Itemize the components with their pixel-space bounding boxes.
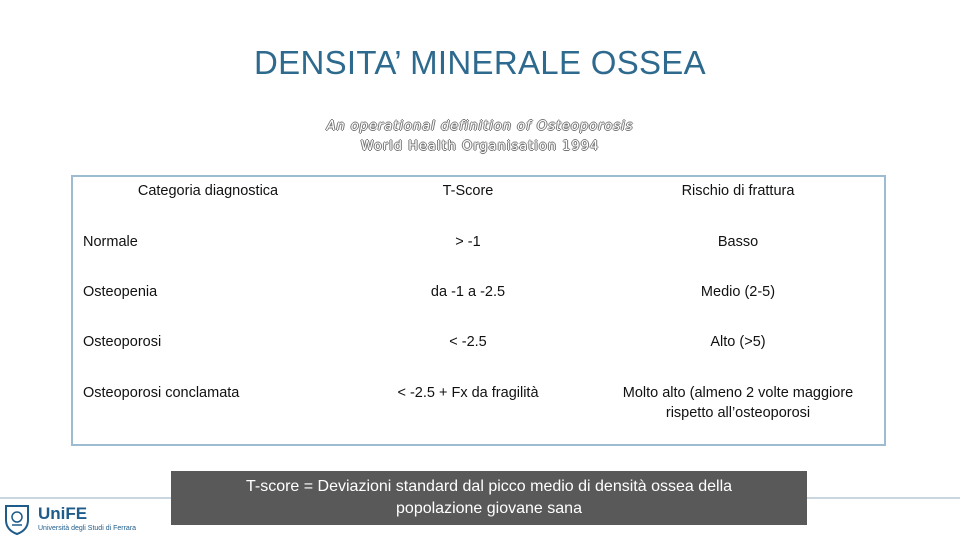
table-header-category: Categoria diagnostica	[137, 183, 279, 199]
table-cell-category: Osteoporosi	[83, 334, 162, 350]
table-cell-risk: Medio (2-5)	[700, 284, 776, 300]
tscore-definition-line2: popolazione giovane sana	[396, 500, 582, 517]
table-cell-category: Osteopenia	[83, 284, 158, 300]
table-cell-risk: Molto alto (almeno 2 volte maggiore rispetto all’osteoporosi	[622, 385, 854, 421]
university-logo-subtitle: Università degli Studi di Ferrara	[38, 525, 137, 532]
table-cell-category: Normale	[83, 234, 138, 250]
tscore-definition-box	[171, 471, 807, 525]
table-header-tscore: T-Score	[442, 183, 494, 199]
table-cell-risk: Alto (>5)	[710, 334, 766, 350]
tscore-definition-line1: T-score = Deviazioni standard dal picco medio di densità ossea della	[245, 478, 733, 495]
table-cell-tscore: > -1	[455, 234, 481, 250]
table-cell-risk: Basso	[717, 234, 759, 250]
university-crest-icon	[4, 503, 30, 535]
table-cell-category: Osteoporosi conclamata	[83, 385, 240, 401]
university-logo-name: UniFE	[38, 504, 88, 523]
slide-title: DENSITA’ MINERALE OSSEA	[254, 44, 706, 81]
classification-table	[71, 175, 886, 446]
table-cell-tscore: < -2.5	[449, 334, 487, 350]
table-cell-tscore: < -2.5 + Fx da fragilità	[397, 385, 539, 401]
slide-subtitle-line1: An operational definition of Osteoporosis	[326, 119, 634, 134]
table-header-risk: Rischio di frattura	[681, 183, 795, 199]
table-cell-tscore: da -1 a -2.5	[430, 284, 506, 300]
slide-subtitle-line2: World Health Organisation 1994	[360, 139, 600, 154]
